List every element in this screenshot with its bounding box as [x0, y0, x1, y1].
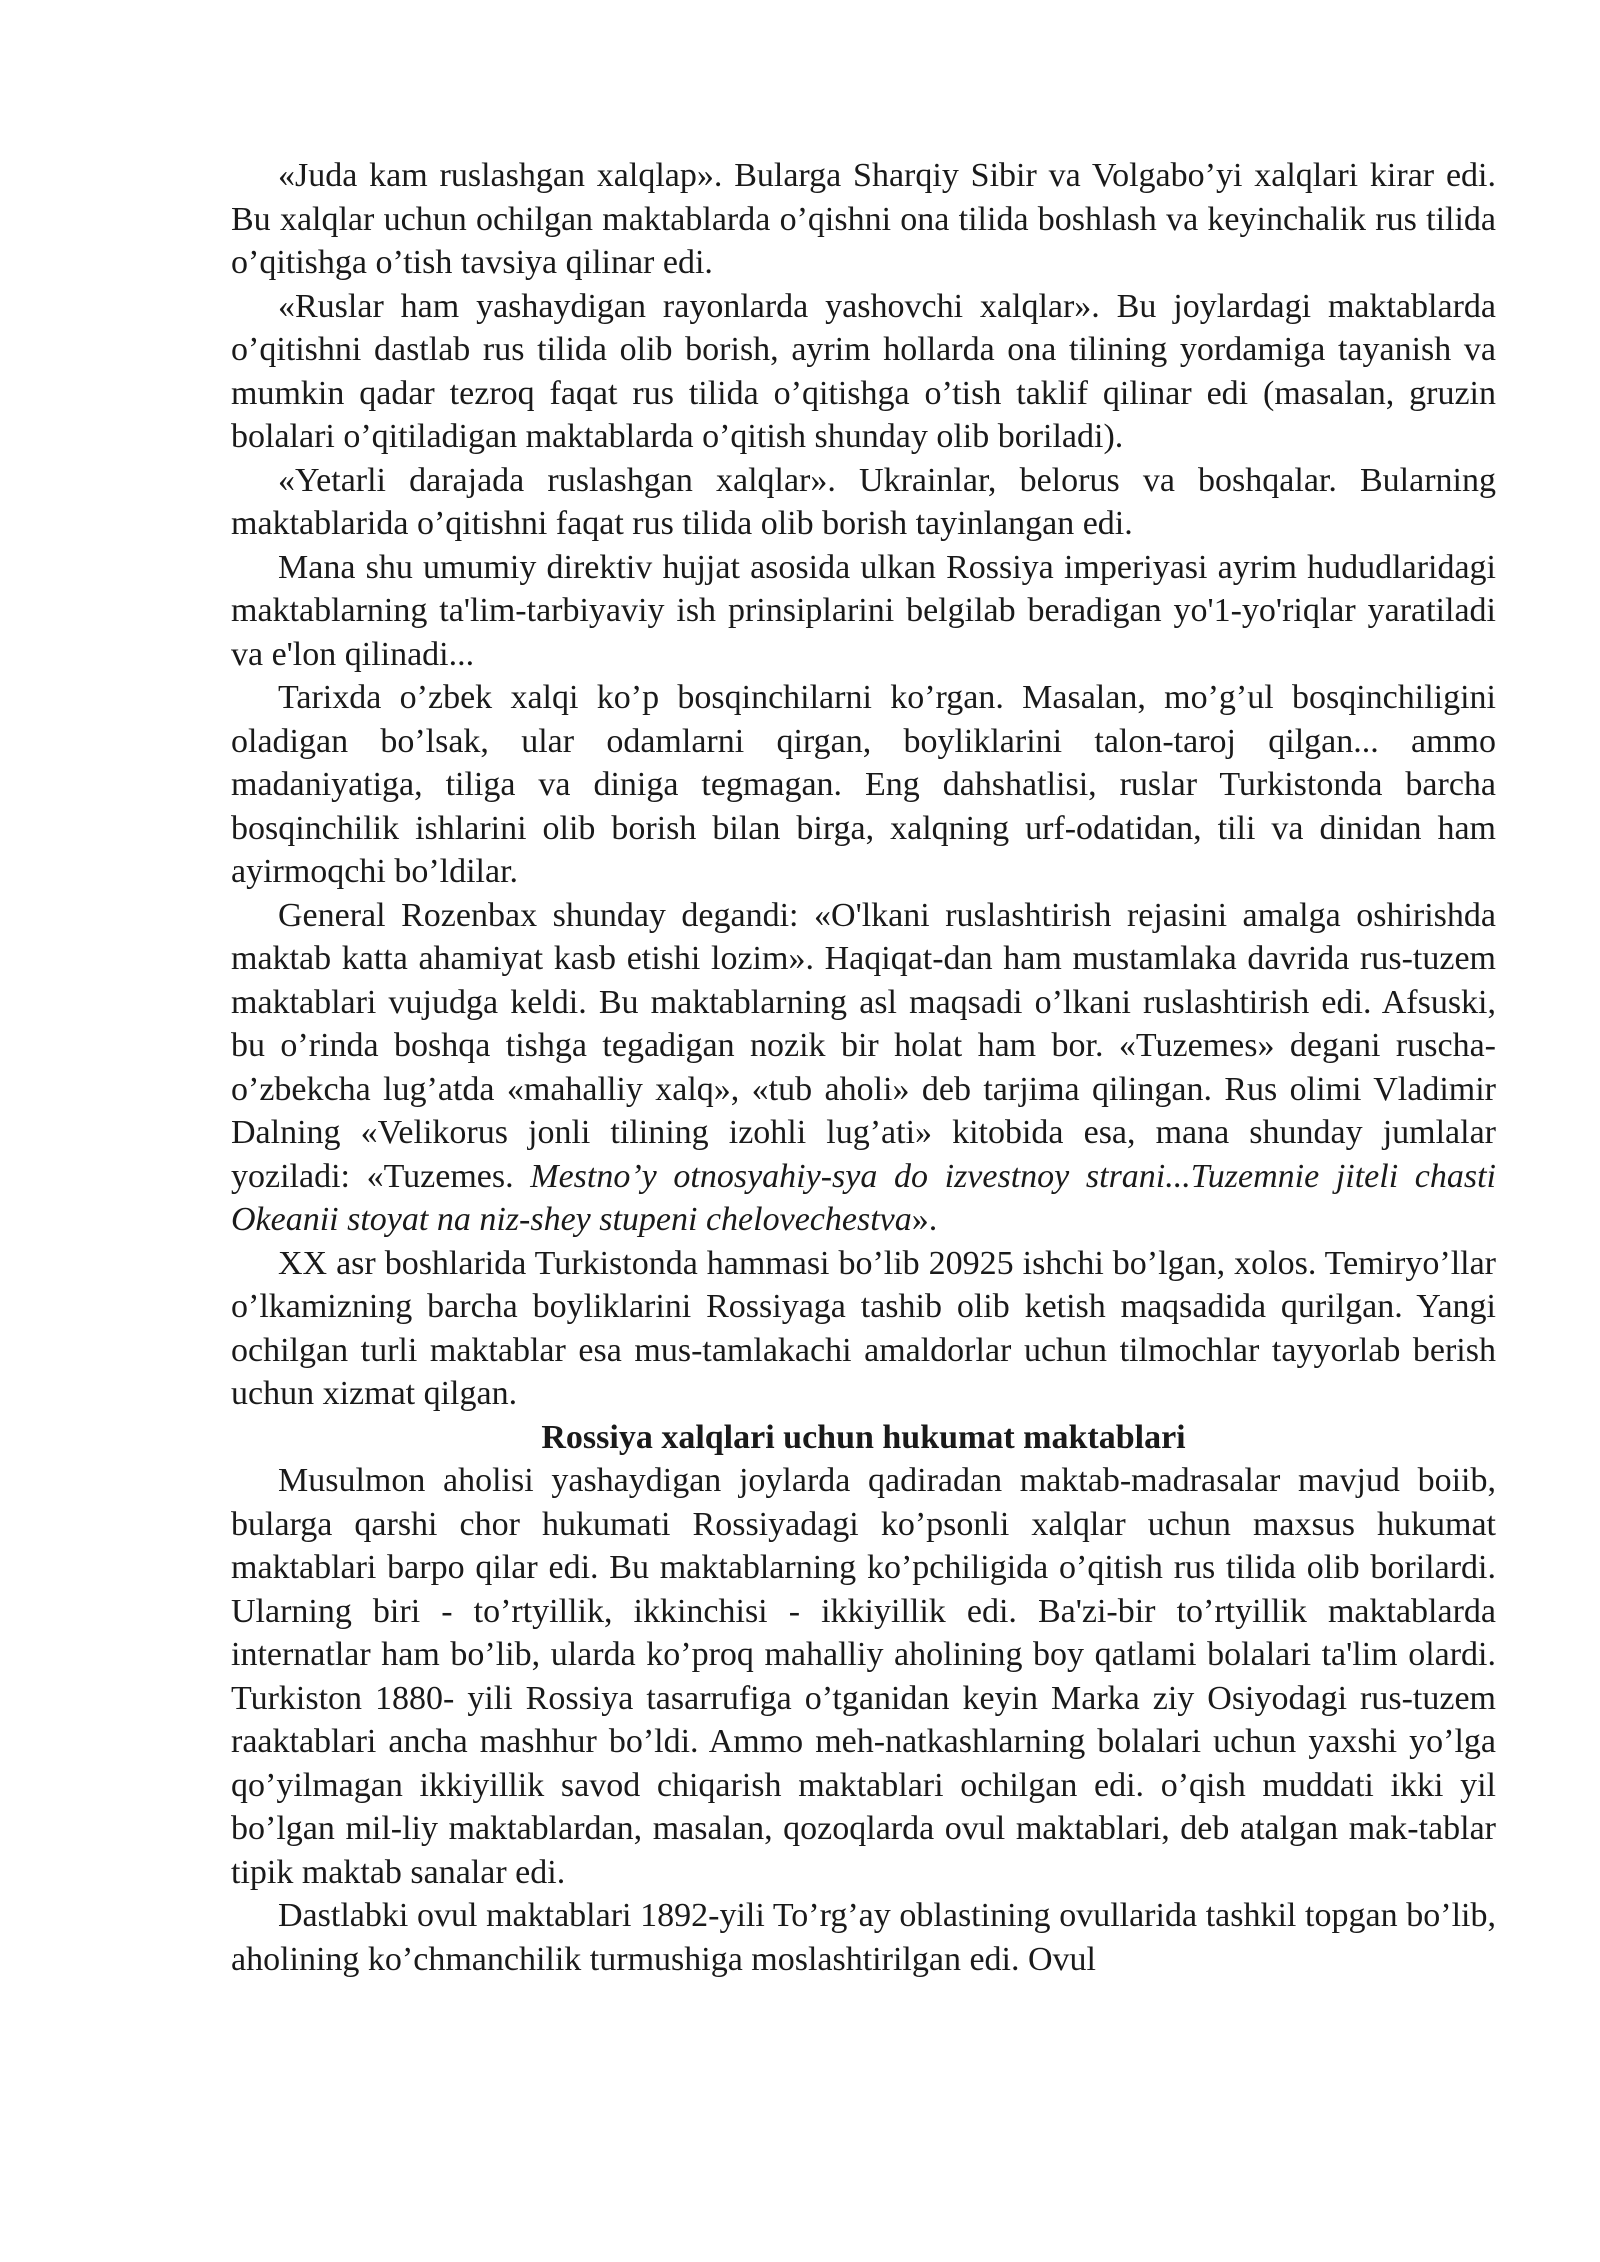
paragraph-xx-asr: XX asr boshlarida Turkistonda hammasi bo’lib 20925 ishchi bo’lgan, xolos. Temiryo’llar o’lkamizning barcha boyliklarini Rossiyaga tashib olib ketish maqsadida qurilgan. Yangi ochilgan turli maktablar esa mus-tamlakachi amaldorlar uchun tilmochlar tayyorlab berish uchun xizmat qilgan. — [231, 1244, 1496, 1412]
paragraph-rozenbax — [231, 894, 1496, 1242]
paragraph-juda-kam: «Juda kam ruslashgan xalqlap». Bularga Sharqiy Sibir va Volgabo’yi xalqlari kirar edi. Bu xalqlar uchun ochilgan maktablarda o’qishni ona tilida boshlash va keyinchalik rus tilida o’qitishga o’tish tavsiya qilinar edi. — [231, 157, 1496, 281]
paragraph-yetarli: «Yetarli darajada ruslashgan xalqlar». Ukrainlar, belorus va boshqalar. Bularning maktablarida o’qitishni faqat rus tilida olib borish tayinlangan edi. — [231, 461, 1496, 542]
paragraph-ruslar-ham: «Ruslar ham yashaydigan rayonlarda yashovchi xalqlar». Bu joylardagi maktablarda o’qitishni dastlab rus tilida olib borish, ayrim hollarda ona tilining yordamiga tayanish va mumkin qadar tezroq faqat rus tilida o’qitishga o’tish taklif qilinar edi (masalan, gruzin bolalari o’qitiladigan maktablarda o’qitish shunday olib boriladi). — [231, 287, 1496, 455]
rozenbax-quote-end: ». — [911, 1201, 938, 1238]
rozenbax-text: General Rozenbax shunday degandi: «O'lkani ruslashtirish rejasini amalga oshirishda maktab katta ahamiyat kasb etishi lozim». Haqiqat-dan ham mustamlaka davrida rus-tuzem maktablari vujudga keldi. Bu maktablarning asl maqsadi o’lkani ruslashtirish edi. Afsuski, bu o’rinda boshqa tishga tegadigan nozik bir holat ham bor. «Tuzemes» degani ruscha-o’zbekcha lug’atda «mahalliy xalq», «tub aholi» deb tarjima qilingan. Rus olimi Vladimir Dalning «Velikorus jonli tilining izohli lug’ati» kitobida esa, mana shunday jumlalar yoziladi: «Tuzemes. — [231, 896, 1496, 1195]
rozenbax-quote-italic: Mestno’y otnosyahiy-sya do izvestnoy strani...Tuzemnie jiteli chasti Okeanii stoyat na niz-shey stupeni chelovechestva — [231, 1157, 1496, 1238]
paragraph-musulmon: Musulmon aholisi yashaydigan joylarda qadiradan maktab-madrasalar mavjud boiib, bularga qarshi chor hukumati Rossiyadagi ko’psonli xalqlar uchun maxsus hukumat maktablari barpo qilar edi. Bu maktablarning ko’pchiligida o’qitish rus tilida olib borilardi. Ularning biri - to’rtyillik, ikkinchisi - ikkiyillik edi. Ba'zi-bir to’rtyillik maktablarda internatlar ham bo’lib, ularda ko’proq mahalliy aholining boy qatlami bolalari ta'lim olardi. Turkiston 1880- yili Rossiya tasarrufiga o’tganidan keyin Marka ziy Osiyodagi rus-tuzem raaktablari ancha mashhur bo’ldi. Ammo meh-natkashlarning bolalari uchun yaxshi yo’lga qo’yilmagan ikkiyillik savod chiqarish maktablari ochilgan edi. o’qish muddati ikki yil bo’lgan mil-liy maktablardan, masalan, qozoqlarda ovul maktablari, deb atalgan mak-tablar tipik maktab sanalar edi. — [231, 1462, 1496, 1891]
section-heading: Rossiya xalqlari uchun hukumat maktablari — [541, 1418, 1186, 1456]
paragraph-dastlabki: Dastlabki ovul maktablari 1892-yili To’rg’ay oblastining ovullarida tashkil topgan bo’lib, aholining ko’chmanchilik turmushiga moslashtirilgan edi. Ovul — [231, 1897, 1496, 1978]
paragraph-mana-shu: Mana shu umumiy direktiv hujjat asosida ulkan Rossiya imperiyasi ayrim hududlaridagi maktablarning ta'lim-tarbiyaviy ish prinsiplarini belgilab beradigan yo'1-yo'riqlar yaratiladi va e'lon qilinadi... — [231, 548, 1496, 673]
document-page — [231, 154, 1496, 1981]
paragraph-tarixda: Tarixda o’zbek xalqi ko’p bosqinchilarni ko’rgan. Masalan, mo’g’ul bosqinchiligini oladigan bo’lsak, ular odamlarni qirgan, boyliklarini talon-taroj qilgan... ammo madaniyatiga, tiliga va diniga tegmagan. Eng dahshatlisi, ruslar Turkistonda barcha bosqinchilik ishlarini olib borish bilan birga, xalqning urf-odatidan, tili va dinidan ham ayirmoqchi bo’ldilar. — [231, 679, 1496, 890]
